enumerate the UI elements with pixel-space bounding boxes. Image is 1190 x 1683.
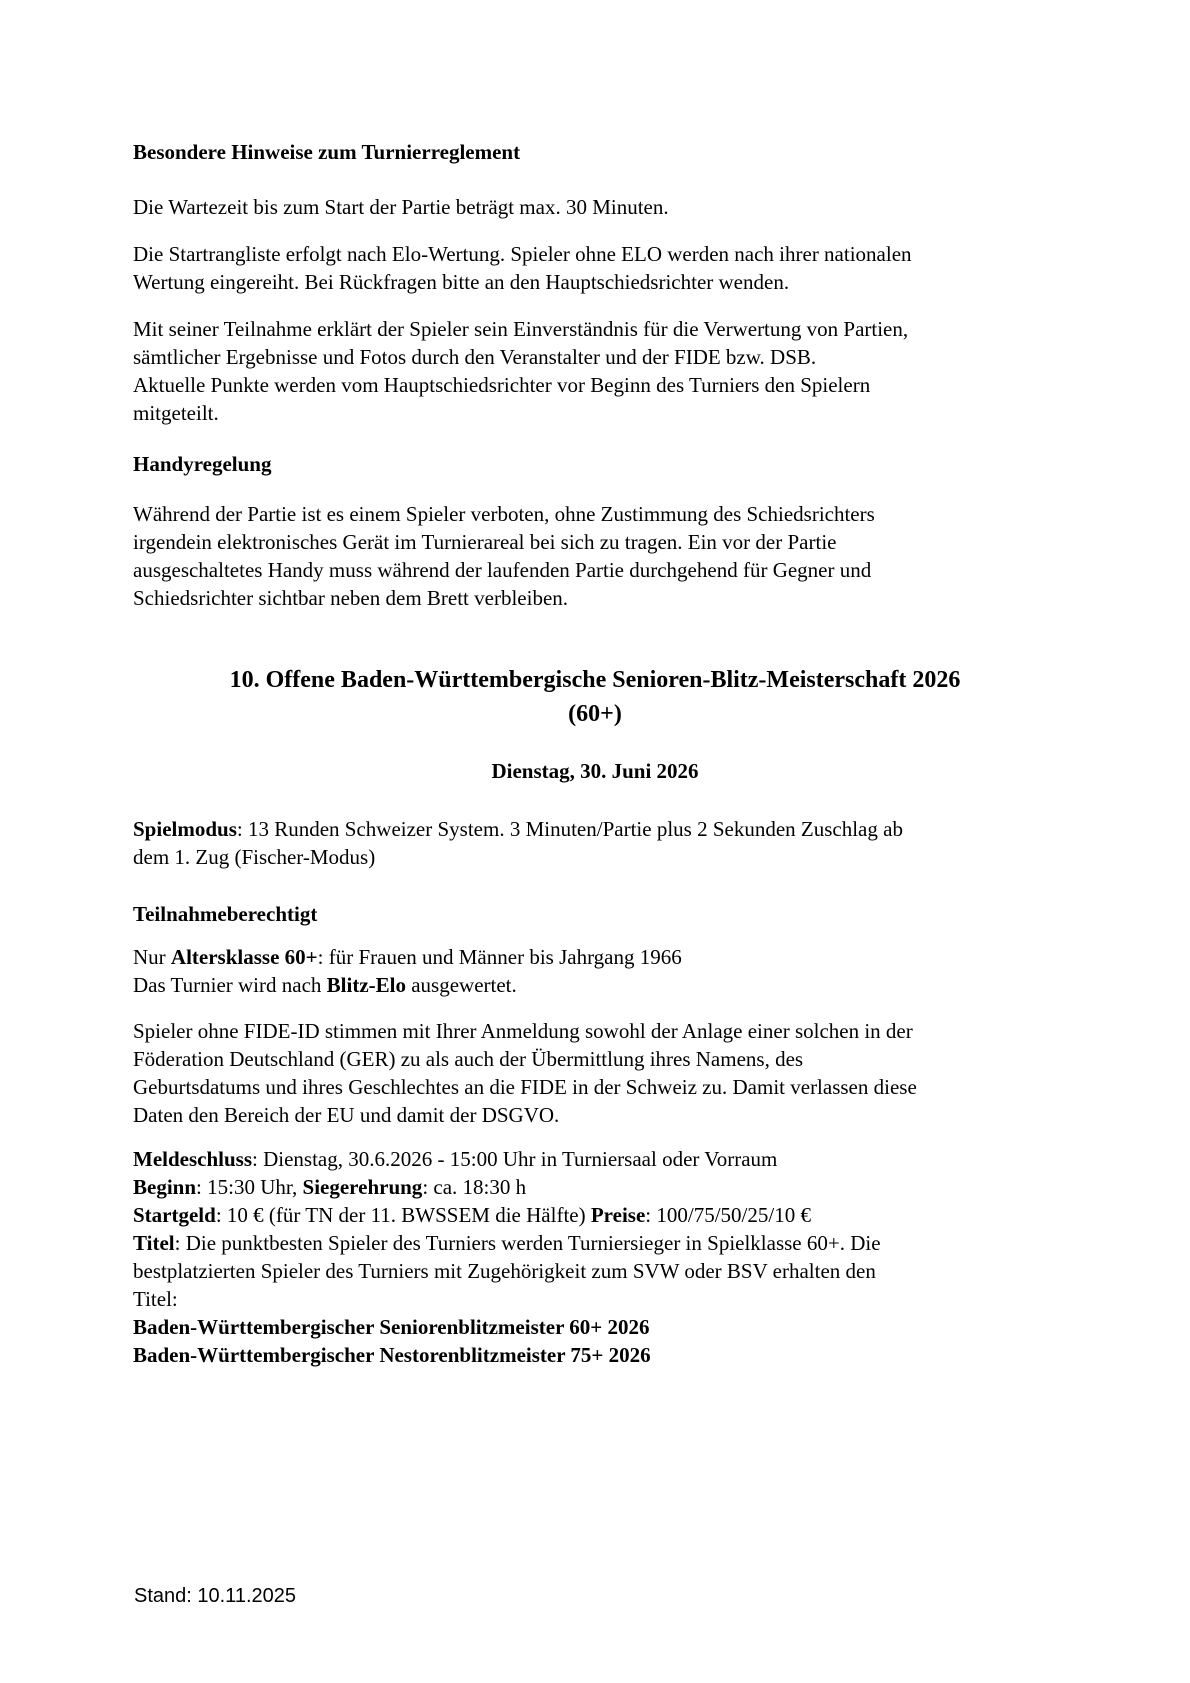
text-segment: : ca. 18:30 h [422, 1175, 527, 1199]
section-heading-turnierreglement [133, 138, 1038, 166]
text-line [0, 697, 1190, 731]
text-segment: : 10 € (für TN der 11. BWSSEM die Hälfte) [215, 1203, 591, 1227]
paragraph-startrangliste [133, 240, 1038, 296]
text-segment: Geburtsdatums und ihres Geschlechtes an die FIDE in der Schweiz zu. Damit verlassen diese [133, 1075, 917, 1099]
text-line [133, 900, 1038, 928]
bold-text-segment: Teilnahmeberechtigt [133, 902, 318, 926]
bold-text-segment: Preise [590, 1203, 646, 1227]
bold-text-segment: (60+) [568, 701, 622, 727]
section-heading-handyregelung [133, 450, 1038, 478]
text-line [133, 1341, 1038, 1369]
text-segment: sämtlicher Ergebnisse und Fotos durch den Veranstalter und der FIDE bzw. DSB. [133, 345, 817, 369]
text-line [133, 971, 1038, 999]
text-line [133, 240, 1038, 268]
text-line [133, 450, 1038, 478]
text-segment: Schiedsrichter sichtbar neben dem Brett verbleiben. [133, 586, 569, 610]
text-line [133, 1313, 1038, 1341]
text-line [133, 1017, 1038, 1045]
bold-text-segment: Handyregelung [133, 452, 272, 476]
text-segment: Das Turnier wird nach [133, 973, 327, 997]
text-line [133, 1101, 1038, 1129]
text-line [133, 843, 1038, 871]
bold-text-segment: Altersklasse 60+ [170, 945, 318, 969]
bold-text-segment: Titel [133, 1231, 175, 1255]
text-segment: Mit seiner Teilnahme erklärt der Spieler sein Einverständnis für die Verwertung von Partien, [133, 317, 909, 341]
text-segment: Wertung eingereiht. Bei Rückfragen bitte an den Hauptschiedsrichter wenden. [133, 270, 790, 294]
text-segment: Föderation Deutschland (GER) zu als auch der Übermittlung ihres Namens, des [133, 1047, 804, 1071]
text-segment: : 15:30 Uhr, [196, 1175, 303, 1199]
bold-text-segment: Dienstag, 30. Juni 2026 [491, 759, 699, 783]
text-segment: dem 1. Zug (Fischer-Modus) [133, 845, 376, 869]
bold-text-segment: Besondere Hinweise zum Turnierreglement [133, 140, 521, 164]
text-line [133, 1073, 1038, 1101]
text-line [133, 1201, 1038, 1229]
text-segment: Während der Partie ist es einem Spieler verboten, ohne Zustimmung des Schiedsrichters [133, 502, 875, 526]
text-line [133, 815, 1038, 843]
text-line [133, 556, 1038, 584]
bold-text-segment: Baden-Württembergischer Nestorenblitzmeister 75+ 2026 [133, 1343, 651, 1367]
footer-note: Stand: 10.11.2025 [134, 1585, 296, 1607]
text-segment: mitgeteilt. [133, 401, 219, 425]
text-line [133, 193, 1038, 221]
bold-text-segment: Blitz-Elo [326, 973, 406, 997]
text-line [133, 1285, 1038, 1313]
bold-text-segment: Siegerehrung [302, 1175, 423, 1199]
bold-text-segment: Baden-Württembergischer Seniorenblitzmeister 60+ 2026 [133, 1315, 650, 1339]
text-segment: : für Frauen und Männer bis Jahrgang 1966 [317, 945, 682, 969]
bold-text-segment: Startgeld [133, 1203, 216, 1227]
text-line [133, 1045, 1038, 1073]
text-line [0, 663, 1190, 697]
text-line [133, 500, 1038, 528]
tournament-title [0, 663, 1190, 731]
text-line [133, 943, 1038, 971]
text-segment: Aktuelle Punkte werden vom Hauptschiedsrichter vor Beginn des Turniers den Spielern [133, 373, 871, 397]
text-line [133, 343, 1038, 371]
bold-text-segment: 10. Offene Baden-Württembergische Senioren-Blitz-Meisterschaft 2026 [229, 667, 961, 693]
paragraph-meldeschluss [133, 1145, 1038, 1369]
text-line [133, 399, 1038, 427]
text-segment: : Dienstag, 30.6.2026 - 15:00 Uhr in Turniersaal oder Vorraum [252, 1147, 778, 1171]
text-segment: Die Wartezeit bis zum Start der Partie beträgt max. 30 Minuten. [133, 195, 669, 219]
text-segment: Nur [133, 945, 171, 969]
text-segment: Daten den Bereich der EU und damit der DSGVO. [133, 1103, 560, 1127]
text-segment: ausgewertet. [405, 973, 517, 997]
section-heading-teilnahmeberechtigt [133, 900, 1038, 928]
text-line [133, 315, 1038, 343]
paragraph-verwertung [133, 315, 1038, 427]
text-line [133, 138, 1038, 166]
text-line [133, 1173, 1038, 1201]
text-segment: : 100/75/50/25/10 € [645, 1203, 811, 1227]
paragraph-fide-id [133, 1017, 1038, 1129]
text-segment: Spieler ohne FIDE-ID stimmen mit Ihrer Anmeldung sowohl der Anlage einer solchen in der [133, 1019, 913, 1043]
paragraph-spielmodus [133, 815, 1038, 871]
text-segment: : 13 Runden Schweizer System. 3 Minuten/Partie plus 2 Sekunden Zuschlag ab [236, 817, 903, 841]
bold-text-segment: Spielmodus [133, 817, 237, 841]
text-line [133, 584, 1038, 612]
bold-text-segment: Beginn [133, 1175, 197, 1199]
text-line [133, 528, 1038, 556]
text-segment: bestplatzierten Spieler des Turniers mit Zugehörigkeit zum SVW oder BSV erhalten den [133, 1259, 876, 1283]
text-line [133, 268, 1038, 296]
text-segment: irgendein elektronisches Gerät im Turnierareal bei sich zu tragen. Ein vor der Partie [133, 530, 837, 554]
text-segment: Titel: [133, 1287, 178, 1311]
text-line [0, 757, 1190, 785]
tournament-date [0, 757, 1190, 785]
text-line [133, 371, 1038, 399]
text-line [133, 1229, 1038, 1257]
text-line [133, 1145, 1038, 1173]
text-segment: Die Startrangliste erfolgt nach Elo-Wertung. Spieler ohne ELO werden nach ihrer nationalen [133, 242, 912, 266]
paragraph-handyregelung [133, 500, 1038, 612]
text-line [133, 1257, 1038, 1285]
text-segment: : Die punktbesten Spieler des Turniers werden Turniersieger in Spielklasse 60+. Die [174, 1231, 881, 1255]
paragraph-wartezeit [133, 193, 1038, 221]
paragraph-altersklasse [133, 943, 1038, 999]
bold-text-segment: Meldeschluss [133, 1147, 253, 1171]
text-segment: ausgeschaltetes Handy muss während der laufenden Partie durchgehend für Gegner und [133, 558, 872, 582]
